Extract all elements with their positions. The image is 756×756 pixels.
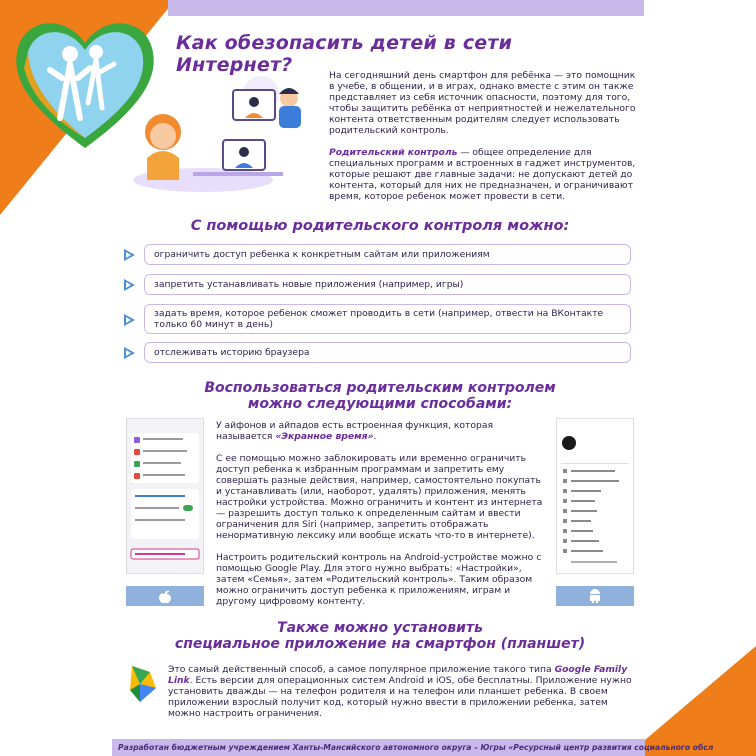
apple-icon <box>158 588 172 604</box>
section-heading-methods-line1: Воспользоваться родительским контролем <box>204 380 556 396</box>
android-settings-screenshot <box>556 418 634 574</box>
family-link-text-after: . Есть версии для операционных систем Android и iOS, обе бесплатны. Приложение нужно установить дважды — на телефон родителя и на телефон или планшет ребенка. В своем приложении взрослый получит код, который нужно ввести в приложении ребенка, затем можно настроить ограничения. <box>168 675 632 719</box>
page-title: Как обезопасить детей в сети Интернет? <box>176 32 513 76</box>
iphone-screen-time-screenshot <box>126 418 204 574</box>
section-heading-methods-line2: можно следующими способами: <box>247 396 513 412</box>
android-label-bar <box>556 586 634 606</box>
footer-credit: Разработан бюджетным учреждением Ханты-Мансийского автономного округа – Югры «Ресурсный центр развития социального обсл <box>112 739 645 756</box>
top-banner-bar <box>168 0 644 16</box>
intro-paragraph-2 <box>329 147 641 202</box>
intro-paragraph-1: На сегодняшний день смартфон для ребёнка — это помощник в учебе, в общении, и в играх, однако вместе с этим он также представляет из себя источник опасности, поэтому для того, чтобы защитить ребёнка от неприятностей и нежелательного контента ответственным родителям следует использовать родительский контроль. <box>329 70 636 136</box>
section-heading-app <box>130 620 630 652</box>
capability-item: ограничить доступ ребенка к конкретным сайтам или приложениям <box>144 244 631 265</box>
screen-time-term: «Экранное время» <box>275 431 374 442</box>
iphone-paragraph <box>216 420 548 442</box>
capability-item: запретить устанавливать новые приложения (например, игры) <box>144 274 631 295</box>
capability-item: задать время, которое ребенок сможет проводить в сети (например, отвести на ВКонтакте только 60 минут в день) <box>144 304 631 334</box>
iphone-paragraph-text: У айфонов и айпадов есть встроенная функция, которая называется <box>216 420 493 442</box>
iphone-settings-mockup <box>127 419 203 573</box>
intro-text <box>329 70 641 213</box>
bullet-arrow-icon <box>124 347 135 359</box>
methods-text <box>216 420 548 618</box>
kids-with-computers-illustration <box>133 72 313 194</box>
screen-time-paragraph: С ее помощью можно заблокировать или временно ограничить доступ ребенка к избранным программам и запретить ему совершать разные действия, например, самостоятельно покупать и устанавливать (или, наоборот, удалять) приложения, менять настройки устройства. Можно ограничить и контент из интернета — разрешить доступ только к определенным сайтам и ввести ограничения для Siri (например, запретить отображать ненормативную лексику или вообще искать что-то в интернете). <box>216 453 543 541</box>
bullet-arrow-icon <box>124 314 135 326</box>
section-heading-app-line1: Также можно установить <box>277 620 483 636</box>
apple-label-bar <box>126 586 204 606</box>
google-family-link-term: Google Family Link <box>168 664 628 686</box>
parental-control-term: Родительский контроль <box>329 147 458 158</box>
android-icon <box>588 588 602 604</box>
bullet-arrow-icon <box>124 249 135 261</box>
section-heading-methods <box>130 380 630 412</box>
iphone-paragraph-end: . <box>373 431 377 442</box>
android-paragraph: Настроить родительский контроль на Android-устройстве можно с помощью Google Play. Для этого нужно выбрать: «Настройки», затем «Семья», затем «Родительский контроль». Таким образом можно ограничить доступ ребенка к приложениям, играм и другому цифровому контенту. <box>216 552 542 607</box>
section-heading-app-line2: специальное приложение на смартфон (планшет) <box>174 636 586 652</box>
intro-paragraph-2-rest: — общее определение для специальных программ и встроенных в гаджет инструментов, которые решают две главные задачи: не допускают детей до контента, который для них не предназначен, и ограничивают время, которое ребенок может провести в сети. <box>329 147 636 202</box>
section-heading-capabilities: С помощью родительского контроля можно: <box>190 218 570 234</box>
bullet-arrow-icon <box>124 279 135 291</box>
google-family-link-icon <box>126 664 160 704</box>
family-link-text-before: Это самый действенный способ, а самое популярное приложение такого типа <box>168 664 555 675</box>
corner-decoration-bottom-right <box>626 646 756 756</box>
family-link-paragraph <box>168 664 638 719</box>
capability-item: отслеживать историю браузера <box>144 342 631 363</box>
android-settings-mockup <box>557 419 633 573</box>
